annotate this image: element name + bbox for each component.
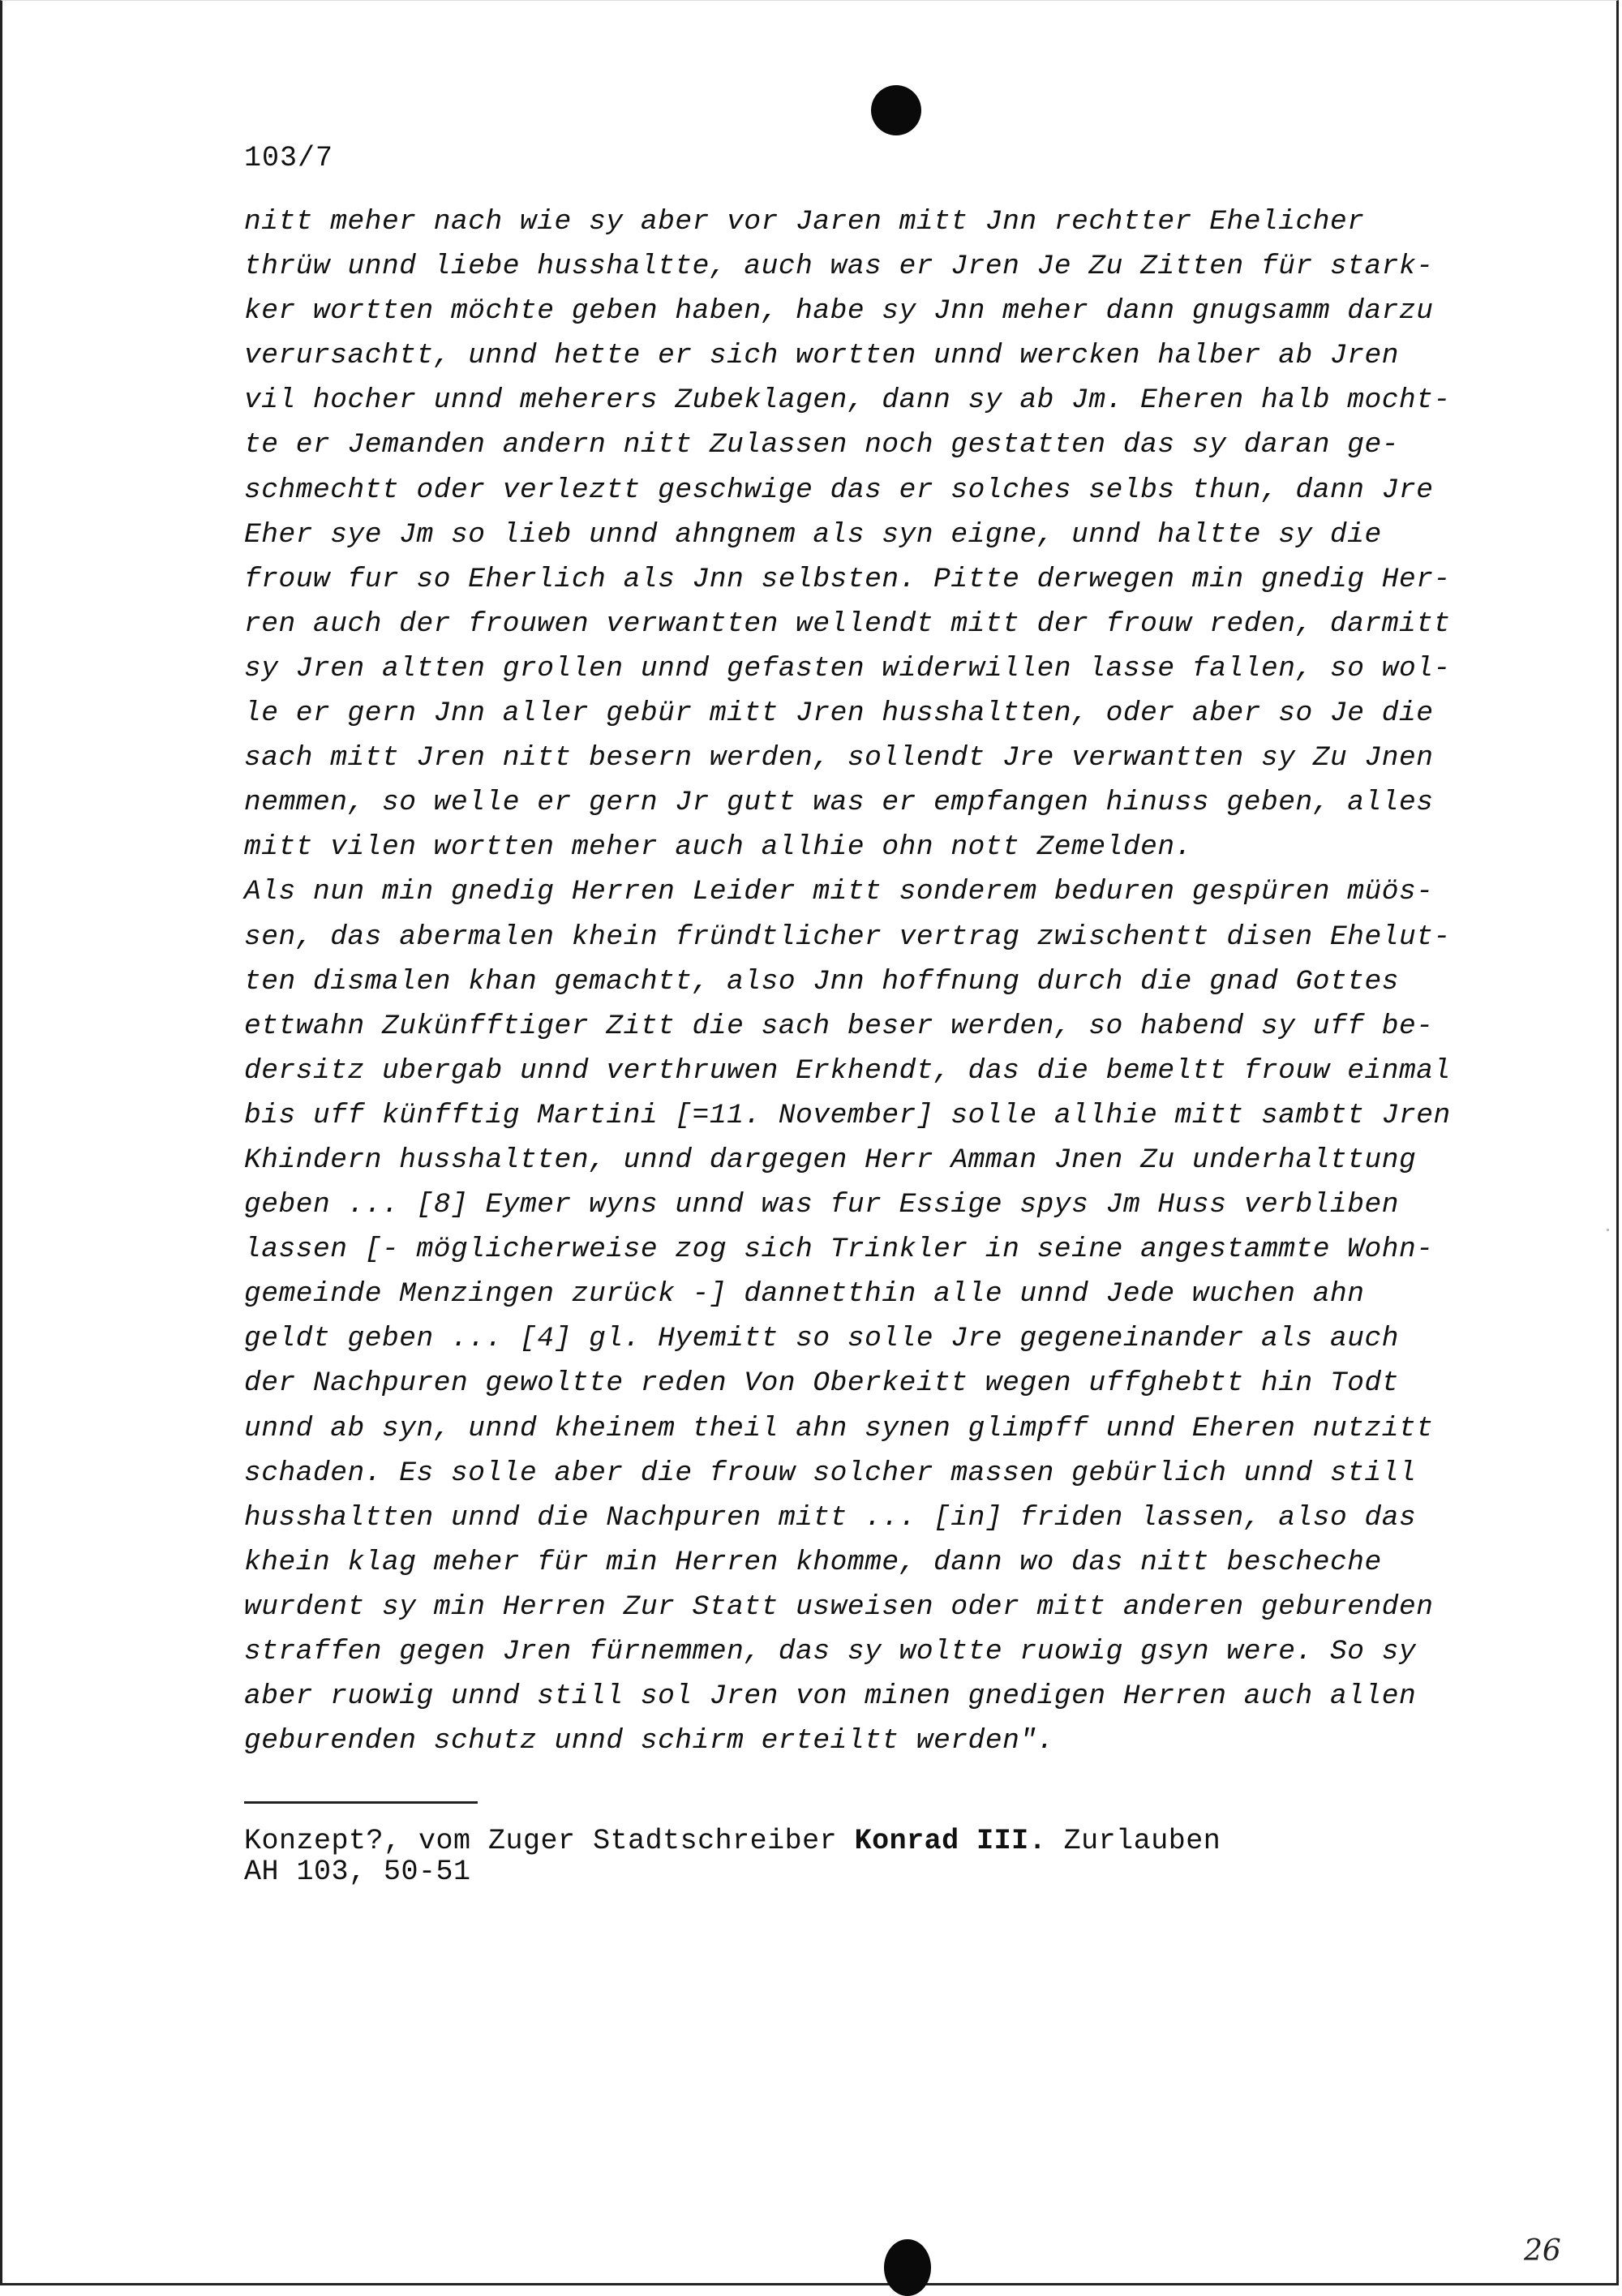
- body-line: dersitz ubergab unnd verthruwen Erkhendt, das die bemeltt frouw einmal: [244, 1054, 1451, 1087]
- transcription-body: [244, 200, 1493, 1763]
- body-line: thrüw unnd liebe husshaltte, auch was er Jren Je Zu Zitten für stark-: [244, 251, 1434, 283]
- body-line: unnd ab syn, unnd kheinem theil ahn synen glimpff unnd Eheren nutzitt: [244, 1412, 1434, 1444]
- body-line: wurdent sy min Herren Zur Statt usweisen oder mitt anderen geburenden: [244, 1590, 1434, 1623]
- body-line: geburenden schutz unnd schirm erteiltt werden".: [244, 1725, 1054, 1757]
- body-line: vil hocher unnd meherers Zubeklagen, dann sy ab Jm. Eheren halb mocht-: [244, 384, 1451, 417]
- body-line: mitt vilen wortten meher auch allhie ohn nott Zemelden.: [244, 831, 1192, 864]
- page-reference: 103/7: [244, 142, 334, 174]
- body-line: le er gern Jnn aller gebür mitt Jren husshaltten, oder aber so Je die: [244, 697, 1434, 730]
- source-footnote: [244, 1826, 1221, 1887]
- body-line: geben ... [8] Eymer wyns unnd was fur Essige spys Jm Huss verbliben: [244, 1189, 1399, 1221]
- body-line: schaden. Es solle aber die frouw solcher massen gebürlich unnd still: [244, 1457, 1417, 1489]
- body-line: husshaltten unnd die Nachpuren mitt ... [in] friden lassen, also das: [244, 1501, 1417, 1534]
- body-line: aber ruowig unnd still sol Jren von minen gnedigen Herren auch allen: [244, 1680, 1417, 1713]
- body-line: schmechtt oder verleztt geschwige das er solches selbs thun, dann Jre: [244, 474, 1434, 506]
- archive-reference: AH 103, 50-51: [244, 1856, 471, 1888]
- body-line: khein klag meher für min Herren khomme, dann wo das nitt bescheche: [244, 1546, 1382, 1578]
- body-line: verursachtt, unnd hette er sich wortten unnd wercken halber ab Jren: [244, 340, 1399, 372]
- body-line: sach mitt Jren nitt besern werden, sollendt Jre verwantten sy Zu Jnen: [244, 742, 1434, 775]
- body-line: ker wortten möchte geben haben, habe sy Jnn meher dann gnugsamm darzu: [244, 295, 1434, 328]
- footnote-attribution: [244, 1826, 1221, 1856]
- body-line: sen, das abermalen khein fründtlicher vertrag zwischentt disen Ehelut-: [244, 921, 1451, 953]
- body-line: gemeinde Menzingen zurück -] dannetthin alle unnd Jede wuchen ahn: [244, 1278, 1365, 1311]
- body-line: Eher sye Jm so lieb unnd ahngnem als syn eigne, unnd haltte sy die: [244, 518, 1382, 551]
- handwritten-page-number: 26: [1524, 2234, 1561, 2268]
- scan-speck: [1607, 1229, 1609, 1231]
- body-line: ettwahn Zukünfftiger Zitt die sach beser werden, so habend sy uff be-: [244, 1010, 1434, 1042]
- body-line: lassen [- möglicherweise zog sich Trinkler in seine angestammte Wohn-: [244, 1234, 1434, 1266]
- body-line: ten dismalen khan gemachtt, also Jnn hoffnung durch die gnad Gottes: [244, 965, 1399, 998]
- body-line: nitt meher nach wie sy aber vor Jaren mitt Jnn rechtter Ehelicher: [244, 206, 1365, 238]
- footnote-divider: [244, 1801, 478, 1804]
- footnote-suffix: Zurlauben: [1046, 1825, 1221, 1857]
- body-line: bis uff künfftig Martini [=11. November] solle allhie mitt sambtt Jren: [244, 1099, 1451, 1131]
- body-line: der Nachpuren gewoltte reden Von Oberkeitt wegen uffghebtt hin Todt: [244, 1367, 1399, 1400]
- body-line: ren auch der frouwen verwantten wellendt mitt der frouw reden, darmitt: [244, 607, 1451, 640]
- footnote-prefix: Konzept?, vom Zuger Stadtschreiber: [244, 1825, 855, 1857]
- body-line: frouw fur so Eherlich als Jnn selbsten. Pitte derwegen min gnedig Her-: [244, 563, 1451, 595]
- body-line: Khindern husshaltten, unnd dargegen Herr Amman Jnen Zu underhalttung: [244, 1144, 1417, 1176]
- body-line: Als nun min gnedig Herren Leider mitt sonderem beduren gespüren müös-: [244, 876, 1434, 908]
- footnote-author: Konrad III.: [854, 1825, 1047, 1857]
- punch-hole-bottom: [884, 2239, 931, 2296]
- punch-hole-top: [871, 85, 921, 135]
- body-line: te er Jemanden andern nitt Zulassen noch gestatten das sy daran ge-: [244, 429, 1399, 461]
- body-line: nemmen, so welle er gern Jr gutt was er empfangen hinuss geben, alles: [244, 787, 1434, 819]
- body-line: sy Jren altten grollen unnd gefasten widerwillen lasse fallen, so wol-: [244, 652, 1451, 685]
- body-line: geldt geben ... [4] gl. Hyemitt so solle Jre gegeneinander als auch: [244, 1323, 1399, 1355]
- body-line: straffen gegen Jren fürnemmen, das sy woltte ruowig gsyn were. So sy: [244, 1636, 1417, 1667]
